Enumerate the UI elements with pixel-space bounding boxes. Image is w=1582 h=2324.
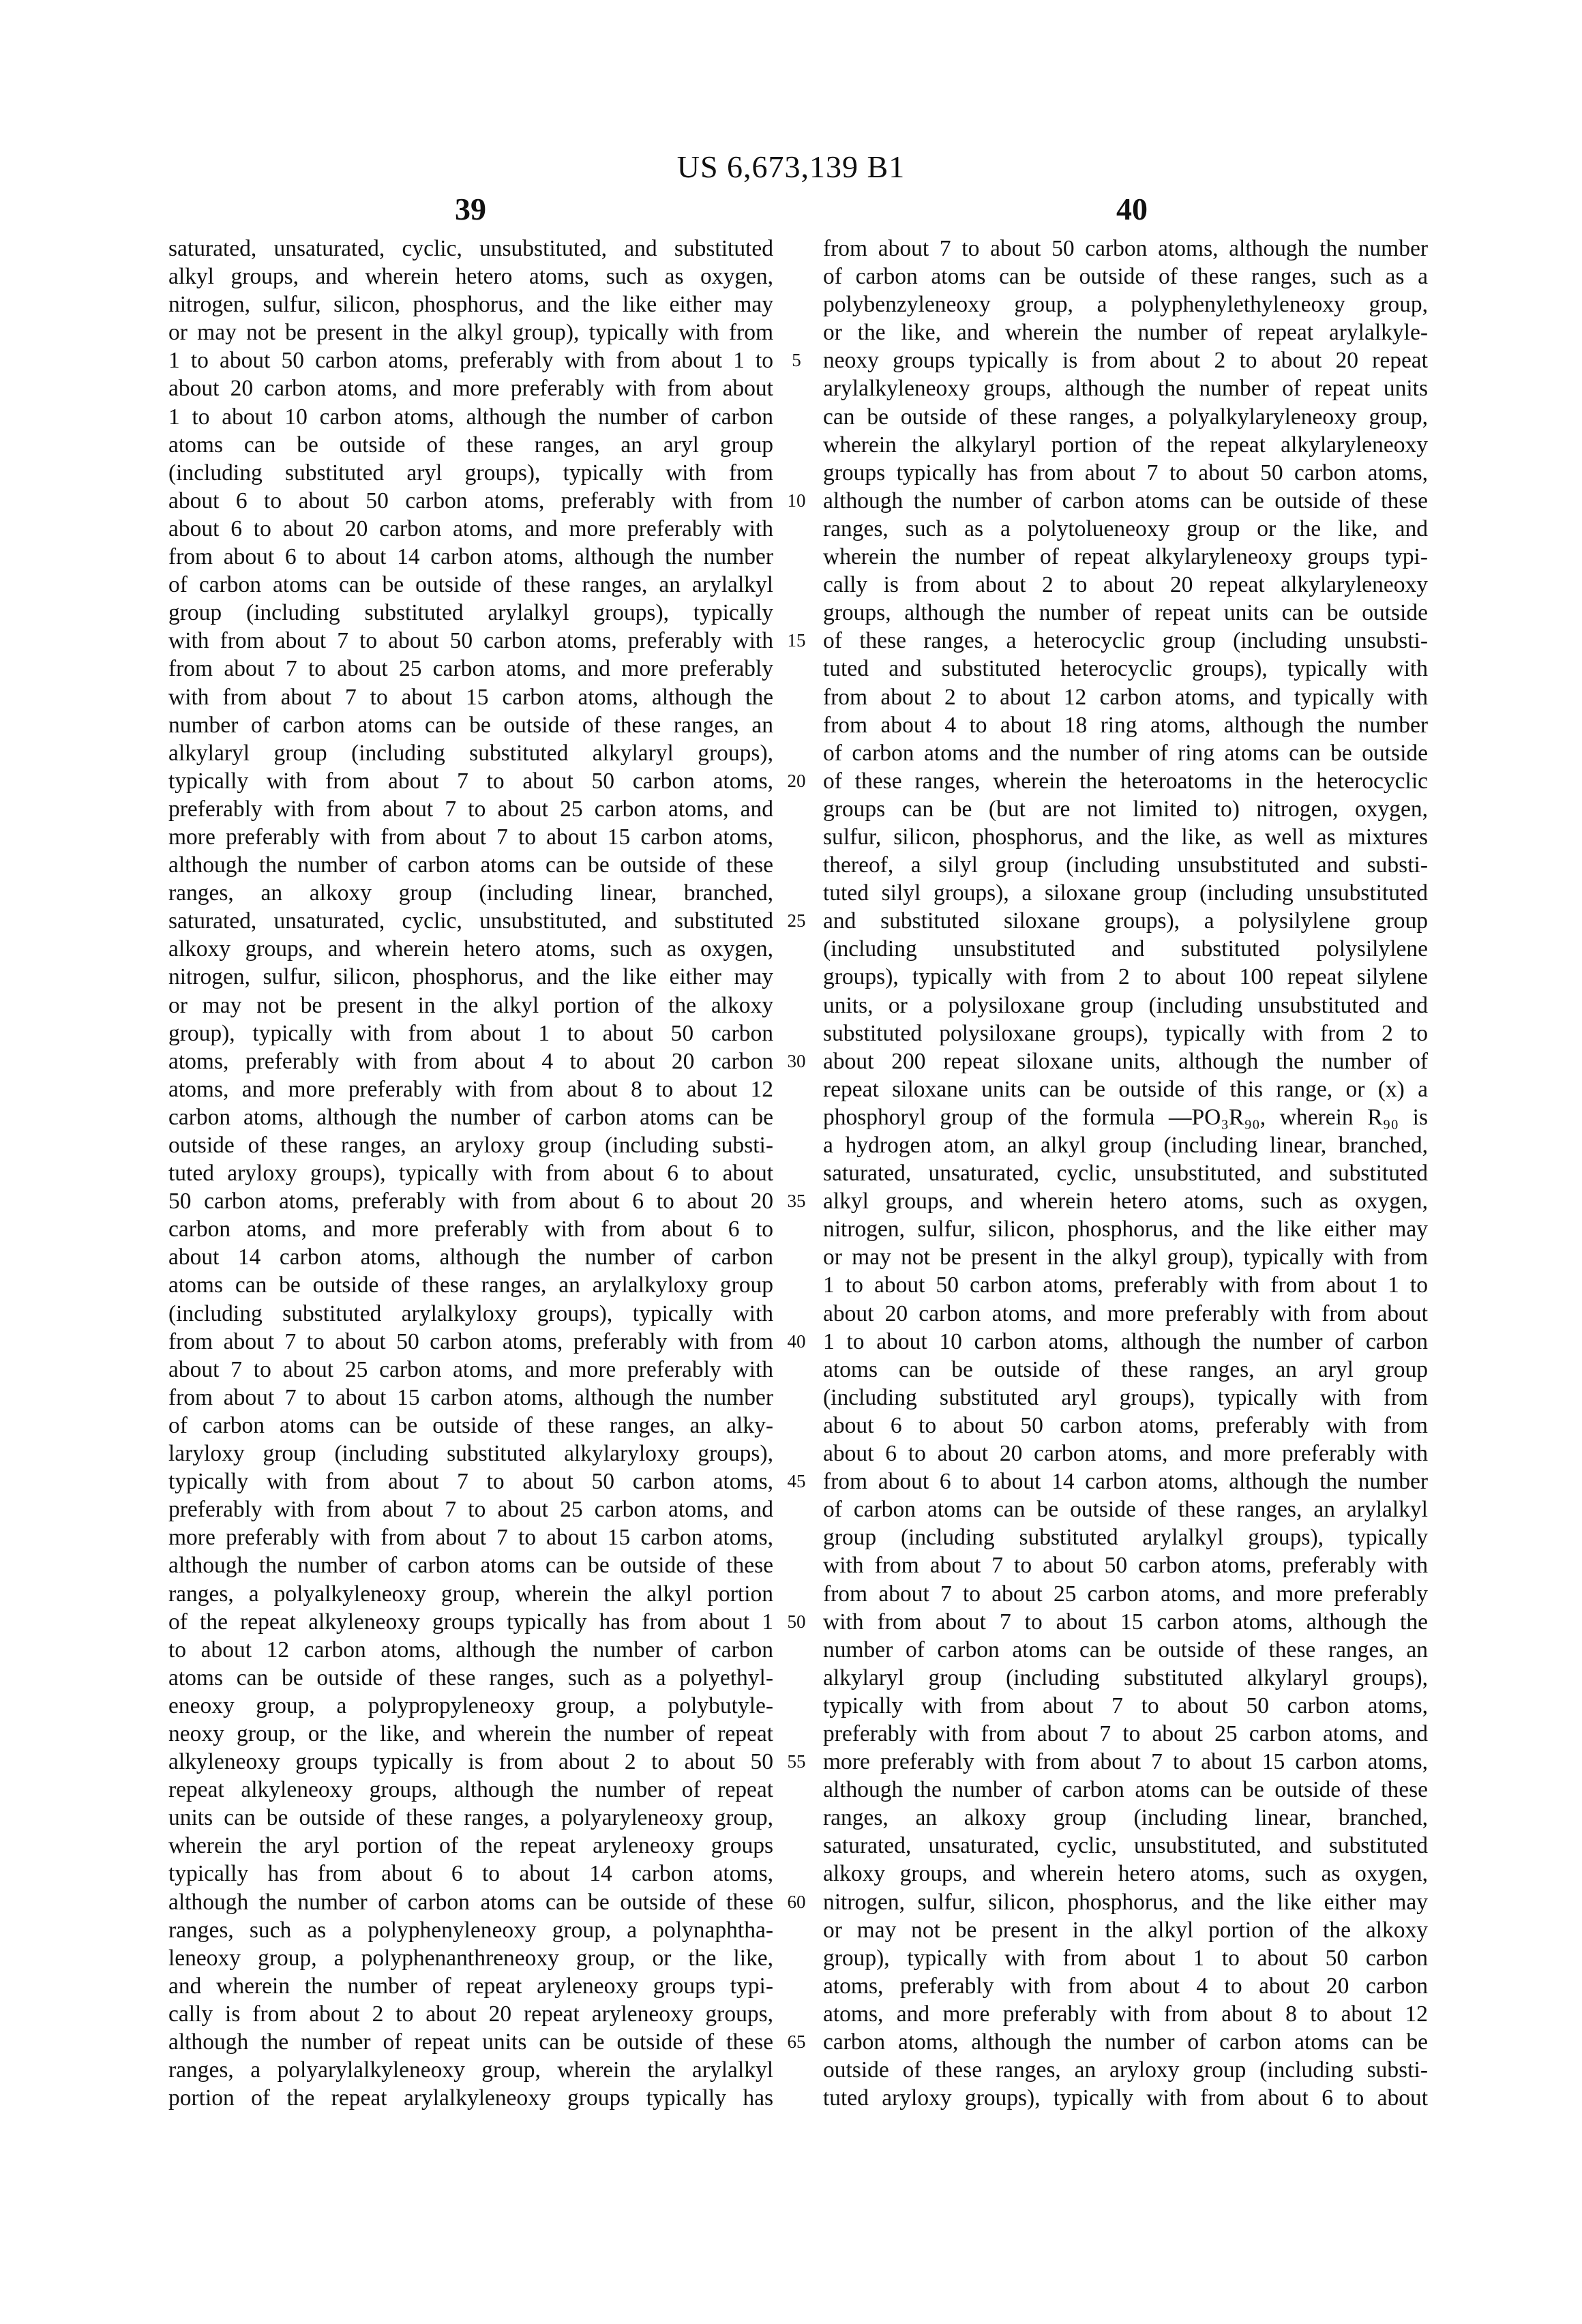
text-line: 1 to about 10 carbon atoms, although the number of carbon: [823, 1328, 1428, 1356]
text-line: units can be outside of these ranges, a polyaryleneoxy group,: [168, 1804, 773, 1832]
text-line: nitrogen, sulfur, silicon, phosphorus, and the like either may: [823, 1215, 1428, 1243]
text-line: more preferably with from about 7 to about 15 carbon atoms,: [168, 823, 773, 851]
text-line: from about 6 to about 14 carbon atoms, although the number: [168, 543, 773, 571]
text-line: from about 7 to about 25 carbon atoms, and more preferably: [823, 1580, 1428, 1608]
text-line: preferably with from about 7 to about 25 carbon atoms, and: [168, 1495, 773, 1523]
text-line: saturated, unsaturated, cyclic, unsubstituted, and substituted: [168, 907, 773, 935]
text-line: atoms can be outside of these ranges, an aryl group: [168, 431, 773, 459]
text-line: typically with from about 7 to about 50 carbon atoms,: [168, 767, 773, 795]
text-line: more preferably with from about 7 to about 15 carbon atoms,: [168, 1523, 773, 1551]
text-line: with from about 7 to about 50 carbon atoms, preferably with: [823, 1551, 1428, 1579]
text-line: with from about 7 to about 50 carbon atoms, preferably with: [168, 627, 773, 655]
text-line: substituted polysiloxane groups), typically with from 2 to: [823, 1019, 1428, 1047]
text-line: alkyl groups, and wherein hetero atoms, such as oxygen,: [168, 263, 773, 290]
text-line: group (including substituted arylalkyl groups), typically: [823, 1523, 1428, 1551]
text-line: of these ranges, a heterocyclic group (including unsubsti-: [823, 627, 1428, 655]
text-line: carbon atoms, although the number of carbon atoms can be: [823, 2028, 1428, 2056]
text-line: polybenzyleneoxy group, a polyphenylethyleneoxy group,: [823, 290, 1428, 318]
text-line: neoxy groups typically is from about 2 to about 20 repeat: [823, 346, 1428, 374]
text-line: although the number of carbon atoms can be outside of these: [168, 1551, 773, 1579]
text-line: more preferably with from about 7 to about 15 carbon atoms,: [823, 1748, 1428, 1776]
text-line: of carbon atoms can be outside of these ranges, such as a: [823, 263, 1428, 290]
text-line: alkylaryl group (including substituted alkylaryl groups),: [168, 739, 773, 767]
text-line: or may not be present in the alkyl portion of the alkoxy: [823, 1916, 1428, 1944]
text-line: ranges, a polyarylalkyleneoxy group, wherein the arylalkyl: [168, 2056, 773, 2084]
text-line: sulfur, silicon, phosphorus, and the like, as well as mixtures: [823, 823, 1428, 851]
line-number: 55: [776, 1748, 817, 1776]
text-line: of carbon atoms and the number of ring atoms can be outside: [823, 739, 1428, 767]
text-line: atoms, and more preferably with from about 8 to about 12: [168, 1075, 773, 1103]
text-line: tuted aryloxy groups), typically with from about 6 to about: [823, 2084, 1428, 2112]
text-line: alkylaryl group (including substituted alkylaryl groups),: [823, 1664, 1428, 1692]
text-line: about 200 repeat siloxane units, although the number of: [823, 1047, 1428, 1075]
text-line: about 6 to about 20 carbon atoms, and more preferably with: [168, 515, 773, 543]
text-line: although the number of carbon atoms can be outside of these: [823, 487, 1428, 515]
text-line: although the number of carbon atoms can be outside of these: [168, 851, 773, 879]
text-line: saturated, unsaturated, cyclic, unsubstituted, and substituted: [823, 1159, 1428, 1187]
text-line: saturated, unsaturated, cyclic, unsubstituted, and substituted: [168, 235, 773, 263]
text-line: about 20 carbon atoms, and more preferably with from about: [168, 374, 773, 402]
text-line: nitrogen, sulfur, silicon, phosphorus, and the like either may: [168, 963, 773, 991]
text-line: or may not be present in the alkyl group), typically with from: [823, 1243, 1428, 1271]
text-line: nitrogen, sulfur, silicon, phosphorus, and the like either may: [168, 290, 773, 318]
text-line: from about 4 to about 18 ring atoms, although the number: [823, 711, 1428, 739]
text-line: groups), typically with from 2 to about 100 repeat silylene: [823, 963, 1428, 991]
text-line: alkyleneoxy groups typically is from about 2 to about 50: [168, 1748, 773, 1776]
text-line: of carbon atoms can be outside of these ranges, an alky-: [168, 1412, 773, 1440]
text-line: leneoxy group, a polyphenanthreneoxy group, or the like,: [168, 1944, 773, 1972]
text-line: atoms can be outside of these ranges, an arylalkyloxy group: [168, 1271, 773, 1299]
text-line: (including substituted aryl groups), typically with from: [168, 459, 773, 487]
right-text-column: [823, 235, 1428, 2112]
text-line: 1 to about 10 carbon atoms, although the number of carbon: [168, 403, 773, 431]
text-line: carbon atoms, and more preferably with from about 6 to: [168, 1215, 773, 1243]
line-number: 10: [776, 487, 817, 515]
text-line: and wherein the number of repeat aryleneoxy groups typi-: [168, 1972, 773, 2000]
text-line: alkoxy groups, and wherein hetero atoms, such as oxygen,: [168, 935, 773, 963]
text-line: groups typically has from about 7 to about 50 carbon atoms,: [823, 459, 1428, 487]
text-line: ranges, an alkoxy group (including linear, branched,: [168, 879, 773, 907]
text-line: groups, although the number of repeat units can be outside: [823, 599, 1428, 627]
text-line: portion of the repeat arylalkyleneoxy groups typically has: [168, 2084, 773, 2112]
text-line: to about 12 carbon atoms, although the number of carbon: [168, 1636, 773, 1664]
text-line: atoms, and more preferably with from about 8 to about 12: [823, 2000, 1428, 2028]
text-line: about 14 carbon atoms, although the number of carbon: [168, 1243, 773, 1271]
text-line: and substituted siloxane groups), a polysilylene group: [823, 907, 1428, 935]
line-number: 40: [776, 1328, 817, 1356]
text-line: from about 7 to about 50 carbon atoms, preferably with from: [168, 1328, 773, 1356]
text-line: atoms, preferably with from about 4 to about 20 carbon: [168, 1047, 773, 1075]
text-line: of carbon atoms can be outside of these ranges, an arylalkyl: [168, 571, 773, 599]
text-line: tuted and substituted heterocyclic groups), typically with: [823, 655, 1428, 683]
text-line: groups can be (but are not limited to) nitrogen, oxygen,: [823, 795, 1428, 823]
text-line: cally is from about 2 to about 20 repeat aryleneoxy groups,: [168, 2000, 773, 2028]
text-line: laryloxy group (including substituted alkylaryloxy groups),: [168, 1440, 773, 1468]
text-line: nitrogen, sulfur, silicon, phosphorus, and the like either may: [823, 1888, 1428, 1916]
text-line: alkyl groups, and wherein hetero atoms, such as oxygen,: [823, 1187, 1428, 1215]
text-line: typically with from about 7 to about 50 carbon atoms,: [168, 1468, 773, 1495]
text-line: tuted aryloxy groups), typically with from about 6 to about: [168, 1159, 773, 1187]
text-line: ranges, an alkoxy group (including linear, branched,: [823, 1804, 1428, 1832]
text-line: group), typically with from about 1 to about 50 carbon: [823, 1944, 1428, 1972]
line-number: 60: [776, 1888, 817, 1916]
text-line: cally is from about 2 to about 20 repeat alkylaryleneoxy: [823, 571, 1428, 599]
line-number: 5: [776, 346, 817, 374]
text-line: wherein the aryl portion of the repeat aryleneoxy groups: [168, 1832, 773, 1860]
text-line: from about 6 to about 14 carbon atoms, although the number: [823, 1468, 1428, 1495]
line-number: 45: [776, 1468, 817, 1495]
text-line: typically has from about 6 to about 14 carbon atoms,: [168, 1860, 773, 1888]
patent-number: US 6,673,139 B1: [0, 149, 1582, 185]
text-line: although the number of repeat units can be outside of these: [168, 2028, 773, 2056]
text-line: 1 to about 50 carbon atoms, preferably with from about 1 to: [823, 1271, 1428, 1299]
text-line: atoms can be outside of these ranges, an aryl group: [823, 1356, 1428, 1384]
text-line: (including substituted aryl groups), typically with from: [823, 1384, 1428, 1412]
text-line: units, or a polysiloxane group (including unsubstituted and: [823, 992, 1428, 1019]
text-line: number of carbon atoms can be outside of these ranges, an: [168, 711, 773, 739]
text-line: about 6 to about 50 carbon atoms, preferably with from: [823, 1412, 1428, 1440]
text-line: wherein the alkylaryl portion of the repeat alkylaryleneoxy: [823, 431, 1428, 459]
text-line: with from about 7 to about 15 carbon atoms, although the: [823, 1608, 1428, 1636]
text-line: 1 to about 50 carbon atoms, preferably with from about 1 to: [168, 346, 773, 374]
text-line: from about 7 to about 50 carbon atoms, although the number: [823, 235, 1428, 263]
line-number: 65: [776, 2028, 817, 2056]
text-line: from about 7 to about 15 carbon atoms, although the number: [168, 1384, 773, 1412]
text-line: group (including substituted arylalkyl groups), typically: [168, 599, 773, 627]
text-line: can be outside of these ranges, a polyalkylaryleneoxy group,: [823, 403, 1428, 431]
text-line: of carbon atoms can be outside of these ranges, an arylalkyl: [823, 1495, 1428, 1523]
text-line: eneoxy group, a polypropyleneoxy group, a polybutyle-: [168, 1692, 773, 1720]
text-line: from about 7 to about 25 carbon atoms, and more preferably: [168, 655, 773, 683]
left-text-column: [168, 235, 773, 2112]
line-number: 50: [776, 1608, 817, 1636]
text-line: of the repeat alkyleneoxy groups typically has from about 1: [168, 1608, 773, 1636]
text-line: of these ranges, wherein the heteroatoms in the heterocyclic: [823, 767, 1428, 795]
text-line: typically with from about 7 to about 50 carbon atoms,: [823, 1692, 1428, 1720]
text-line: repeat siloxane units can be outside of this range, or (x) a: [823, 1075, 1428, 1103]
text-line: carbon atoms, although the number of carbon atoms can be: [168, 1103, 773, 1131]
line-number: 35: [776, 1187, 817, 1215]
text-line: (including unsubstituted and substituted polysilylene: [823, 935, 1428, 963]
text-line: wherein the number of repeat alkylaryleneoxy groups typi-: [823, 543, 1428, 571]
text-line: atoms, preferably with from about 4 to about 20 carbon: [823, 1972, 1428, 2000]
line-number: 15: [776, 627, 817, 655]
text-line: about 6 to about 50 carbon atoms, preferably with from: [168, 487, 773, 515]
text-line: 50 carbon atoms, preferably with from about 6 to about 20: [168, 1187, 773, 1215]
text-line: arylalkyleneoxy groups, although the number of repeat units: [823, 374, 1428, 402]
text-line: (including substituted arylalkyloxy groups), typically with: [168, 1300, 773, 1328]
text-line: with from about 7 to about 15 carbon atoms, although the: [168, 683, 773, 711]
text-line: repeat alkyleneoxy groups, although the number of repeat: [168, 1776, 773, 1804]
line-number: 20: [776, 767, 817, 795]
text-line: ranges, such as a polyphenyleneoxy group, a polynaphtha-: [168, 1916, 773, 1944]
text-line: neoxy group, or the like, and wherein the number of repeat: [168, 1720, 773, 1748]
text-line: about 6 to about 20 carbon atoms, and more preferably with: [823, 1440, 1428, 1468]
text-line: or the like, and wherein the number of repeat arylalkyle-: [823, 318, 1428, 346]
text-line: saturated, unsaturated, cyclic, unsubstituted, and substituted: [823, 1832, 1428, 1860]
text-line: outside of these ranges, an aryloxy group (including substi-: [823, 2056, 1428, 2084]
text-line: although the number of carbon atoms can be outside of these: [823, 1776, 1428, 1804]
text-line: number of carbon atoms can be outside of these ranges, an: [823, 1636, 1428, 1664]
text-line: or may not be present in the alkyl group), typically with from: [168, 318, 773, 346]
text-line: thereof, a silyl group (including unsubstituted and substi-: [823, 851, 1428, 879]
line-number: 30: [776, 1047, 817, 1075]
text-line: outside of these ranges, an aryloxy group (including substi-: [168, 1131, 773, 1159]
column-number-left: 39: [402, 191, 539, 227]
text-line: although the number of carbon atoms can be outside of these: [168, 1888, 773, 1916]
text-line: or may not be present in the alkyl portion of the alkoxy: [168, 992, 773, 1019]
text-line: phosphoryl group of the formula —PO₃R₉₀, wherein R₉₀ is: [823, 1103, 1428, 1131]
text-line: a hydrogen atom, an alkyl group (including linear, branched,: [823, 1131, 1428, 1159]
text-line: group), typically with from about 1 to about 50 carbon: [168, 1019, 773, 1047]
text-line: ranges, a polyalkyleneoxy group, wherein the alkyl portion: [168, 1580, 773, 1608]
text-line: preferably with from about 7 to about 25 carbon atoms, and: [823, 1720, 1428, 1748]
text-line: about 7 to about 25 carbon atoms, and more preferably with: [168, 1356, 773, 1384]
text-line: tuted silyl groups), a siloxane group (including unsubstituted: [823, 879, 1428, 907]
text-line: about 20 carbon atoms, and more preferably with from about: [823, 1300, 1428, 1328]
text-line: atoms can be outside of these ranges, such as a polyethyl-: [168, 1664, 773, 1692]
text-line: preferably with from about 7 to about 25 carbon atoms, and: [168, 795, 773, 823]
text-line: alkoxy groups, and wherein hetero atoms, such as oxygen,: [823, 1860, 1428, 1888]
column-number-right: 40: [1064, 191, 1200, 227]
text-line: from about 2 to about 12 carbon atoms, and typically with: [823, 683, 1428, 711]
text-line: ranges, such as a polytolueneoxy group or the like, and: [823, 515, 1428, 543]
line-number: 25: [776, 907, 817, 935]
